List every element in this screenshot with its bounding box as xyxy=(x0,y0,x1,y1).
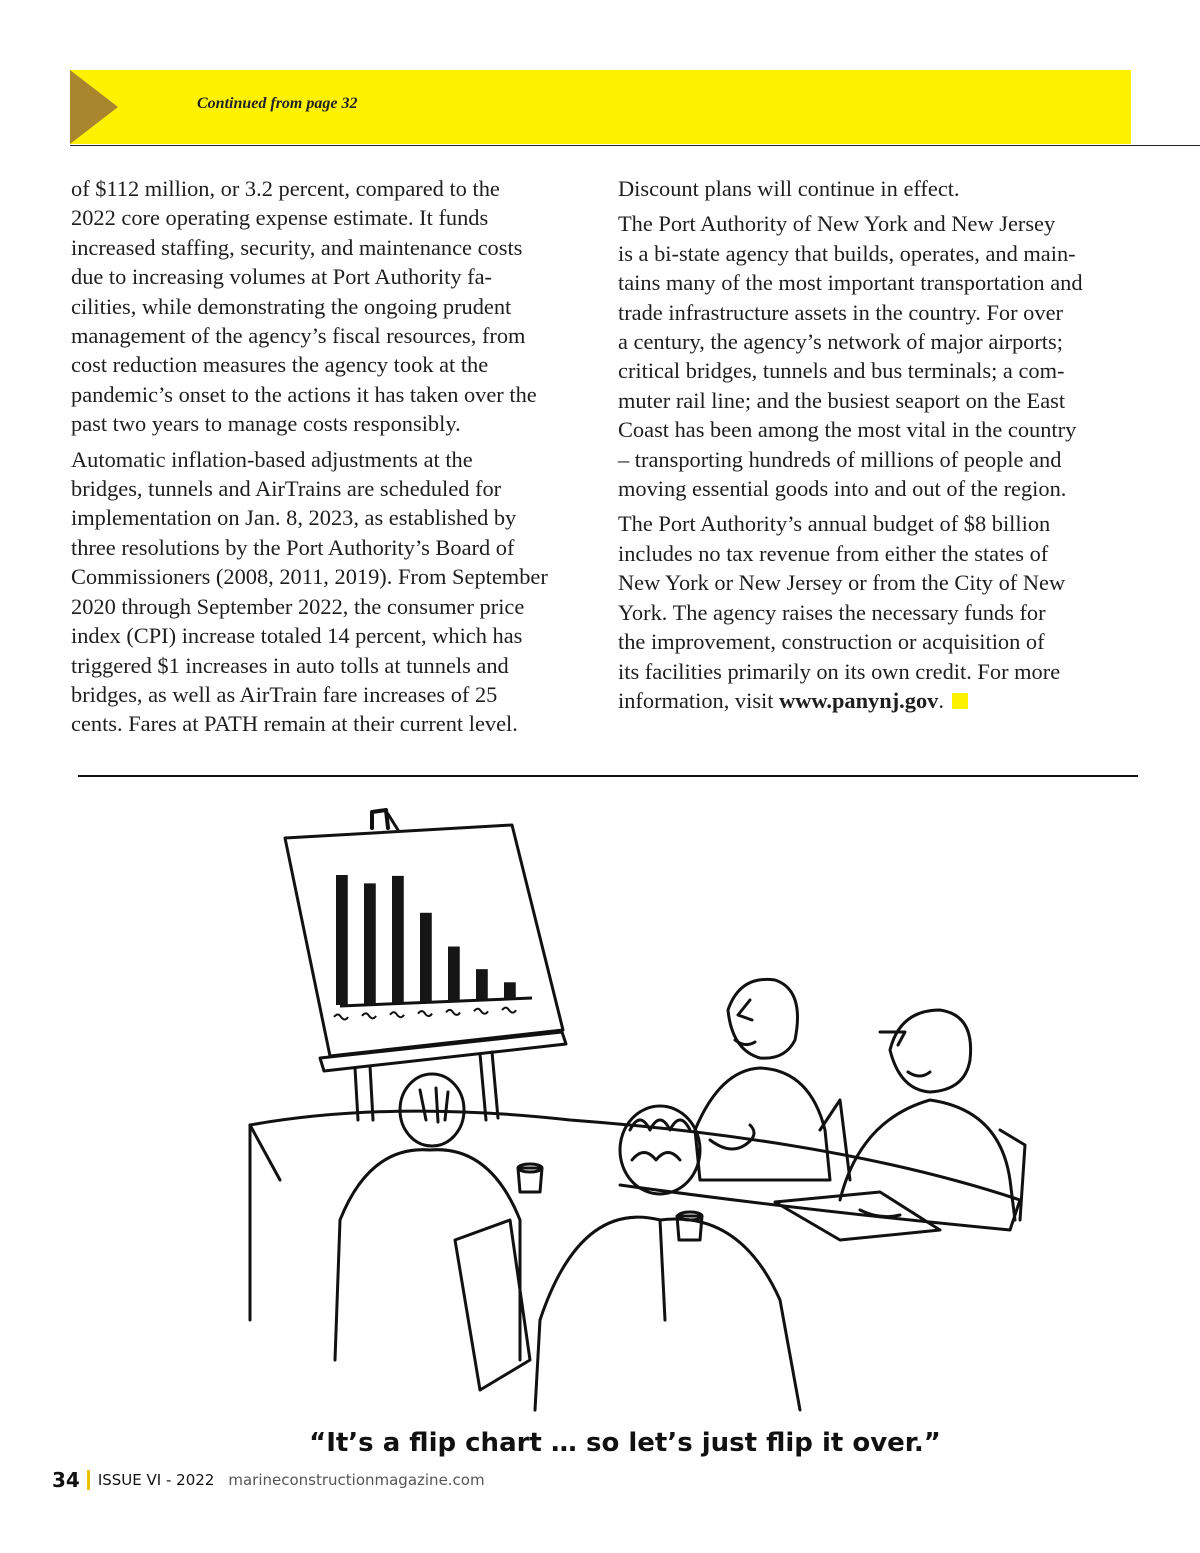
flipchart-bar xyxy=(392,876,404,1003)
section-divider xyxy=(78,775,1138,777)
text-line: cilities, while demonstrating the ongoing prudent xyxy=(71,293,512,319)
text-line: bridges, as well as AirTrain fare increases of 25 xyxy=(71,681,498,707)
text-line: – transporting hundreds of millions of people and xyxy=(618,446,1062,472)
text-line: past two years to manage costs responsibly. xyxy=(71,411,461,437)
flipchart-bars xyxy=(336,875,516,1005)
page-footer xyxy=(52,1455,485,1505)
text-fragment: information, visit xyxy=(618,687,780,713)
flipchart-bar xyxy=(504,982,516,998)
text-line: Automatic inflation-based adjustments at the xyxy=(71,446,473,472)
text-line: of $112 million, or 3.2 percent, compared to the xyxy=(71,176,500,201)
flipchart-tick-scribble xyxy=(502,1008,516,1013)
text-line: muter rail line; and the busiest seaport on the East xyxy=(618,387,1066,413)
text-line: critical bridges, tunnels and bus terminals; a com- xyxy=(618,358,1065,384)
flipchart-tick-scribble xyxy=(446,1010,460,1015)
flipchart-bar xyxy=(448,947,460,1001)
text-line: 2022 core operating expense estimate. It funds xyxy=(71,205,489,231)
text-line: cost reduction measures the agency took at the xyxy=(71,352,489,378)
article-column-right xyxy=(618,174,1133,721)
paragraph xyxy=(71,445,586,739)
text-line: includes no tax revenue from either the states of xyxy=(618,540,1049,566)
paragraph xyxy=(618,209,1133,503)
text-line: pandemic’s onset to the actions it has taken over the xyxy=(71,381,537,407)
flipchart-tick-scribble xyxy=(362,1013,376,1018)
text-line: Commissioners (2008, 2011, 2019). From September xyxy=(71,564,548,590)
article-column-left xyxy=(71,174,586,745)
text-line: management of the agency’s fiscal resources, from xyxy=(71,323,526,349)
text-line: trade infrastructure assets in the country. For over xyxy=(618,299,1063,325)
text-line: its facilities primarily on its own credit. For more xyxy=(618,658,1061,684)
text-line: increased staffing, security, and maintenance costs xyxy=(71,234,523,260)
flipchart-bar xyxy=(336,875,348,1005)
website-link[interactable]: www.panynj.gov xyxy=(779,687,939,713)
paragraph xyxy=(71,174,586,439)
cartoon-caption: “It’s a flip chart … so let’s just flip it over.” xyxy=(309,1428,941,1458)
text-line: Coast has been among the most vital in the country xyxy=(618,417,1077,443)
text-line: is a bi-state agency that builds, operates, and main- xyxy=(618,240,1076,266)
website-url[interactable]: marineconstructionmagazine.com xyxy=(228,1471,485,1489)
text-line: implementation on Jan. 8, 2023, as established by xyxy=(71,505,517,531)
article-end-mark-icon xyxy=(952,693,968,709)
page-number: 34 xyxy=(52,1468,80,1492)
flipchart-tick-scribble xyxy=(334,1015,348,1020)
flipchart-bar xyxy=(476,969,488,999)
text-line: tains many of the most important transportation and xyxy=(618,270,1083,296)
text-line: The Port Authority’s annual budget of $8 billion xyxy=(618,511,1051,537)
header-rule xyxy=(70,145,1200,146)
text-line: three resolutions by the Port Authority’s Board of xyxy=(71,534,515,560)
text-fragment: . xyxy=(938,687,944,713)
issue-label: ISSUE VI - 2022 xyxy=(97,1471,215,1489)
text-line: The Port Authority of New York and New Jersey xyxy=(618,211,1056,237)
banner-arrow-icon xyxy=(70,70,118,144)
text-line: bridges, tunnels and AirTrains are scheduled for xyxy=(71,476,502,502)
text-line: moving essential goods into and out of the region. xyxy=(618,476,1067,502)
flipchart-bar xyxy=(420,913,432,1002)
text-line: 2020 through September 2022, the consumer price xyxy=(71,593,525,619)
flipchart-tick-scribble xyxy=(474,1009,488,1014)
paragraph xyxy=(618,174,1133,203)
flipchart-bar xyxy=(364,883,376,1003)
text-line: Discount plans will continue in effect. xyxy=(618,176,960,201)
flipchart-tick-scribbles xyxy=(334,1008,516,1020)
text-line: New York or New Jersey or from the City of New xyxy=(618,570,1066,596)
flipchart-tick-scribble xyxy=(418,1011,432,1016)
text-line: York. The agency raises the necessary funds for xyxy=(618,599,1046,625)
continued-from-text: Continued from page 32 xyxy=(197,95,358,112)
footer-divider xyxy=(87,1470,90,1490)
flipchart-tick-scribble xyxy=(390,1012,404,1017)
text-line: a century, the agency’s network of major airports; xyxy=(618,329,1063,355)
text-line: cents. Fares at PATH remain at their current level. xyxy=(71,711,518,737)
text-line: due to increasing volumes at Port Authority fa- xyxy=(71,264,492,290)
text-line: triggered $1 increases in auto tolls at tunnels and xyxy=(71,652,509,678)
text-line: the improvement, construction or acquisition of xyxy=(618,629,1045,655)
cartoon-illustration xyxy=(240,800,1040,1415)
paragraph xyxy=(618,509,1133,715)
text-line: index (CPI) increase totaled 14 percent, which has xyxy=(71,623,523,649)
text-line xyxy=(618,686,1133,715)
